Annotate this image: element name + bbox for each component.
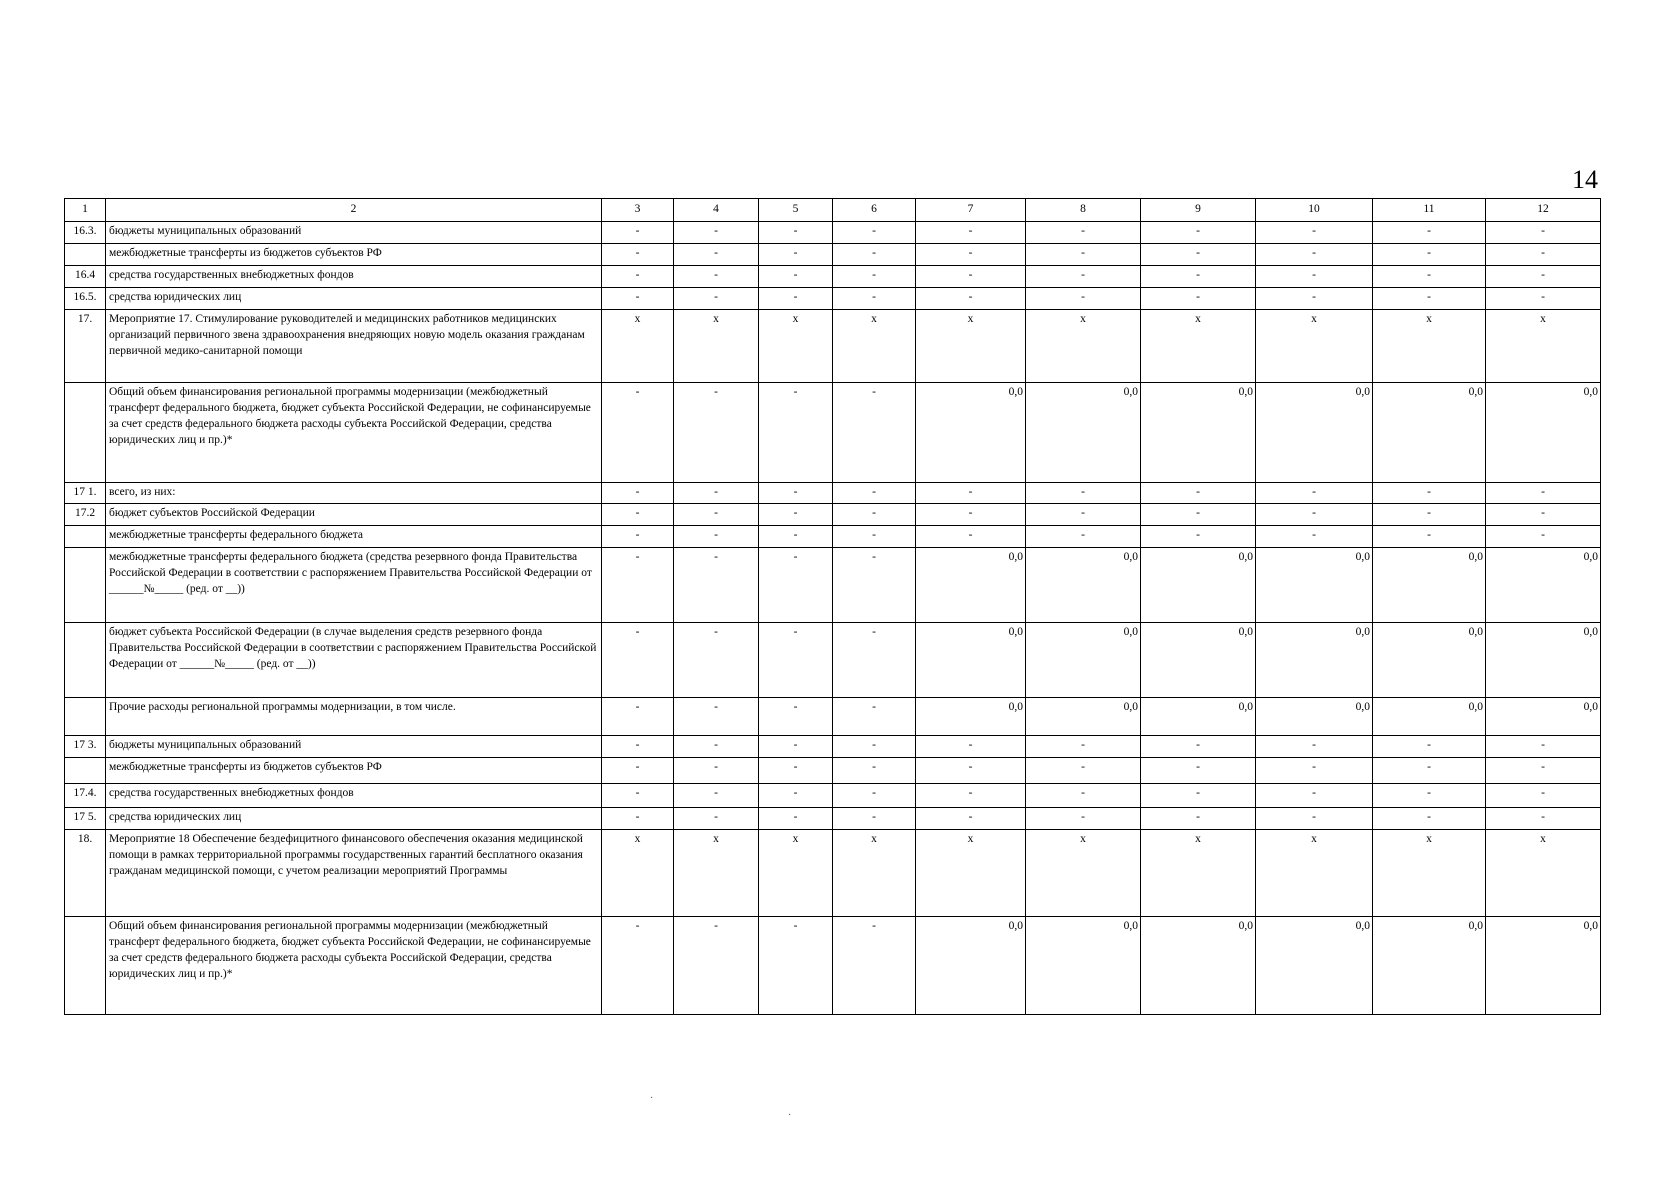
row-description: межбюджетные трансферты федерального бюджета: [106, 526, 602, 548]
value-cell: -: [1256, 244, 1373, 266]
table-row: [65, 758, 1601, 784]
header-cell: 11: [1373, 199, 1486, 222]
value-cell: -: [1141, 266, 1256, 288]
value-cell: -: [602, 383, 674, 483]
value-cell: 0,0: [1026, 548, 1141, 623]
table-row: [65, 808, 1601, 830]
value-cell: 0,0: [1141, 698, 1256, 736]
value-cell: x: [1373, 830, 1486, 917]
row-number: [65, 917, 106, 1015]
row-number: 18.: [65, 830, 106, 917]
value-cell: -: [759, 808, 833, 830]
value-cell: -: [1486, 266, 1601, 288]
value-cell: x: [1486, 310, 1601, 383]
value-cell: -: [1373, 266, 1486, 288]
row-number: [65, 623, 106, 698]
header-cell: 5: [759, 199, 833, 222]
table-row: [65, 784, 1601, 808]
value-cell: -: [602, 784, 674, 808]
value-cell: -: [674, 698, 759, 736]
value-cell: -: [674, 244, 759, 266]
value-cell: x: [759, 830, 833, 917]
value-cell: x: [1026, 310, 1141, 383]
value-cell: -: [1486, 244, 1601, 266]
header-cell: 1: [65, 199, 106, 222]
value-cell: 0,0: [1026, 917, 1141, 1015]
value-cell: -: [759, 526, 833, 548]
value-cell: -: [1373, 526, 1486, 548]
value-cell: 0,0: [1486, 383, 1601, 483]
value-cell: 0,0: [1141, 917, 1256, 1015]
value-cell: 0,0: [1486, 623, 1601, 698]
value-cell: -: [1373, 504, 1486, 526]
value-cell: -: [833, 222, 916, 244]
row-description: бюджет субъекта Российской Федерации (в случае выделения средств резервного фонда Правительства Российской Федерации в соответствии с распоряжением Правительства Российской Федерации от ______№_____ (ред. от __)): [106, 623, 602, 698]
value-cell: 0,0: [1026, 383, 1141, 483]
row-number: [65, 548, 106, 623]
value-cell: -: [674, 758, 759, 784]
table-row: [65, 698, 1601, 736]
row-description: средства юридических лиц: [106, 808, 602, 830]
value-cell: -: [833, 784, 916, 808]
value-cell: -: [833, 758, 916, 784]
value-cell: -: [1373, 758, 1486, 784]
value-cell: x: [833, 310, 916, 383]
value-cell: -: [1256, 266, 1373, 288]
value-cell: -: [674, 483, 759, 504]
row-description: межбюджетные трансферты федерального бюджета (средства резервного фонда Правительства Российской Федерации в соответствии с распоряжением Правительства Российской Федерации от ______№_____ (ред. от __)): [106, 548, 602, 623]
value-cell: -: [916, 288, 1026, 310]
value-cell: -: [1373, 483, 1486, 504]
value-cell: -: [916, 244, 1026, 266]
value-cell: -: [759, 483, 833, 504]
table-row: [65, 288, 1601, 310]
value-cell: -: [916, 266, 1026, 288]
row-number: 17.2: [65, 504, 106, 526]
value-cell: 0,0: [1026, 623, 1141, 698]
value-cell: -: [602, 288, 674, 310]
value-cell: x: [1373, 310, 1486, 383]
value-cell: -: [833, 526, 916, 548]
value-cell: -: [1141, 244, 1256, 266]
value-cell: -: [1141, 736, 1256, 758]
value-cell: -: [1373, 244, 1486, 266]
value-cell: -: [602, 623, 674, 698]
value-cell: -: [674, 383, 759, 483]
row-description: Общий объем финансирования региональной программы модернизации (межбюджетный трансферт федерального бюджета, бюджет субъекта Российской Федерации, не софинансируемые за счет средств федерального бюджета расходы субъекта Российской Федерации, средства юридических лиц и пр.)*: [106, 917, 602, 1015]
value-cell: -: [1486, 808, 1601, 830]
table-row: [65, 383, 1601, 483]
value-cell: -: [1256, 526, 1373, 548]
row-description: всего, из них:: [106, 483, 602, 504]
value-cell: 0,0: [1256, 383, 1373, 483]
value-cell: x: [1256, 830, 1373, 917]
value-cell: -: [1141, 758, 1256, 784]
table-row: [65, 736, 1601, 758]
value-cell: -: [759, 698, 833, 736]
value-cell: 0,0: [1373, 383, 1486, 483]
row-number: [65, 526, 106, 548]
value-cell: x: [1486, 830, 1601, 917]
value-cell: -: [833, 917, 916, 1015]
value-cell: x: [674, 830, 759, 917]
value-cell: -: [1486, 483, 1601, 504]
value-cell: -: [1141, 483, 1256, 504]
row-description: межбюджетные трансферты из бюджетов субъектов РФ: [106, 758, 602, 784]
value-cell: -: [602, 526, 674, 548]
value-cell: -: [833, 288, 916, 310]
value-cell: -: [1373, 222, 1486, 244]
value-cell: -: [759, 784, 833, 808]
value-cell: -: [674, 623, 759, 698]
value-cell: 0,0: [916, 698, 1026, 736]
row-number: 17.: [65, 310, 106, 383]
value-cell: -: [759, 222, 833, 244]
value-cell: -: [1026, 504, 1141, 526]
value-cell: -: [759, 288, 833, 310]
value-cell: -: [1486, 736, 1601, 758]
value-cell: -: [674, 222, 759, 244]
value-cell: -: [1256, 736, 1373, 758]
value-cell: -: [833, 383, 916, 483]
value-cell: -: [1026, 784, 1141, 808]
table-row: [65, 244, 1601, 266]
row-description: средства государственных внебюджетных фондов: [106, 266, 602, 288]
header-cell: 8: [1026, 199, 1141, 222]
row-number: 17 5.: [65, 808, 106, 830]
value-cell: 0,0: [916, 623, 1026, 698]
row-number: 16.5.: [65, 288, 106, 310]
value-cell: -: [1373, 784, 1486, 808]
financing-table: [64, 198, 1601, 1015]
value-cell: -: [602, 548, 674, 623]
value-cell: 0,0: [1373, 548, 1486, 623]
row-description: Прочие расходы региональной программы модернизации, в том числе.: [106, 698, 602, 736]
value-cell: -: [1026, 808, 1141, 830]
value-cell: -: [1486, 504, 1601, 526]
value-cell: -: [1486, 222, 1601, 244]
value-cell: 0,0: [1256, 917, 1373, 1015]
value-cell: -: [916, 526, 1026, 548]
value-cell: x: [1141, 310, 1256, 383]
value-cell: -: [1141, 504, 1256, 526]
table-row: [65, 830, 1601, 917]
value-cell: x: [833, 830, 916, 917]
value-cell: x: [1141, 830, 1256, 917]
value-cell: -: [1256, 784, 1373, 808]
value-cell: -: [833, 504, 916, 526]
row-number: 17 3.: [65, 736, 106, 758]
value-cell: 0,0: [916, 548, 1026, 623]
value-cell: -: [1486, 288, 1601, 310]
value-cell: -: [1026, 758, 1141, 784]
table-row: [65, 623, 1601, 698]
value-cell: 0,0: [1141, 623, 1256, 698]
value-cell: -: [1373, 288, 1486, 310]
value-cell: 0,0: [1486, 917, 1601, 1015]
value-cell: -: [916, 758, 1026, 784]
value-cell: 0,0: [1373, 623, 1486, 698]
row-number: [65, 758, 106, 784]
value-cell: -: [1141, 288, 1256, 310]
value-cell: -: [602, 917, 674, 1015]
value-cell: x: [916, 830, 1026, 917]
value-cell: -: [1373, 808, 1486, 830]
row-number: 17.4.: [65, 784, 106, 808]
value-cell: -: [833, 698, 916, 736]
value-cell: -: [1026, 736, 1141, 758]
value-cell: x: [1026, 830, 1141, 917]
page-number: 14: [1572, 165, 1598, 194]
header-cell: 3: [602, 199, 674, 222]
value-cell: x: [602, 310, 674, 383]
value-cell: -: [602, 504, 674, 526]
header-cell: 4: [674, 199, 759, 222]
value-cell: x: [602, 830, 674, 917]
value-cell: -: [759, 244, 833, 266]
value-cell: -: [674, 548, 759, 623]
table-row: [65, 266, 1601, 288]
value-cell: -: [674, 784, 759, 808]
value-cell: 0,0: [1026, 698, 1141, 736]
value-cell: -: [833, 808, 916, 830]
value-cell: -: [1026, 266, 1141, 288]
row-description: Общий объем финансирования региональной программы модернизации (межбюджетный трансферт федерального бюджета, бюджет субъекта Российской Федерации, не софинансируемые за счет средств федерального бюджета расходы субъекта Российской Федерации, средства юридических лиц и пр.)*: [106, 383, 602, 483]
value-cell: 0,0: [1256, 548, 1373, 623]
value-cell: -: [759, 736, 833, 758]
row-description: бюджеты муниципальных образований: [106, 736, 602, 758]
value-cell: -: [1486, 758, 1601, 784]
value-cell: -: [1256, 483, 1373, 504]
value-cell: -: [833, 244, 916, 266]
value-cell: 0,0: [1256, 698, 1373, 736]
value-cell: -: [916, 504, 1026, 526]
value-cell: -: [1026, 526, 1141, 548]
value-cell: 0,0: [1141, 383, 1256, 483]
value-cell: -: [1141, 222, 1256, 244]
value-cell: 0,0: [1486, 698, 1601, 736]
table-row: [65, 504, 1601, 526]
value-cell: -: [1256, 222, 1373, 244]
value-cell: -: [674, 736, 759, 758]
value-cell: -: [833, 623, 916, 698]
row-number: 16.3.: [65, 222, 106, 244]
value-cell: -: [833, 736, 916, 758]
value-cell: -: [674, 504, 759, 526]
value-cell: 0,0: [1373, 698, 1486, 736]
row-number: [65, 383, 106, 483]
value-cell: -: [674, 288, 759, 310]
value-cell: -: [759, 266, 833, 288]
value-cell: -: [759, 504, 833, 526]
row-description: бюджет субъектов Российской Федерации: [106, 504, 602, 526]
value-cell: 0,0: [916, 917, 1026, 1015]
value-cell: -: [602, 266, 674, 288]
value-cell: -: [602, 698, 674, 736]
value-cell: x: [759, 310, 833, 383]
value-cell: -: [1373, 736, 1486, 758]
value-cell: -: [916, 222, 1026, 244]
row-description: межбюджетные трансферты из бюджетов субъектов РФ: [106, 244, 602, 266]
value-cell: -: [1486, 784, 1601, 808]
column-number-header: [65, 199, 1601, 222]
value-cell: 0,0: [1486, 548, 1601, 623]
value-cell: -: [916, 784, 1026, 808]
value-cell: -: [1026, 222, 1141, 244]
value-cell: -: [916, 736, 1026, 758]
value-cell: -: [759, 383, 833, 483]
value-cell: -: [602, 222, 674, 244]
value-cell: -: [1141, 784, 1256, 808]
value-cell: -: [759, 917, 833, 1015]
table-row: [65, 310, 1601, 383]
header-cell: 2: [106, 199, 602, 222]
value-cell: -: [1026, 483, 1141, 504]
value-cell: -: [833, 548, 916, 623]
value-cell: -: [602, 483, 674, 504]
header-cell: 7: [916, 199, 1026, 222]
value-cell: -: [602, 244, 674, 266]
table-row: [65, 548, 1601, 623]
value-cell: x: [674, 310, 759, 383]
value-cell: -: [1026, 288, 1141, 310]
header-cell: 9: [1141, 199, 1256, 222]
table-body: [65, 199, 1601, 1015]
value-cell: x: [1256, 310, 1373, 383]
value-cell: -: [916, 808, 1026, 830]
value-cell: -: [1256, 758, 1373, 784]
table-row: [65, 526, 1601, 548]
value-cell: -: [759, 623, 833, 698]
row-number: 17 1.: [65, 483, 106, 504]
value-cell: -: [674, 917, 759, 1015]
table-row: [65, 483, 1601, 504]
value-cell: -: [916, 483, 1026, 504]
value-cell: -: [833, 483, 916, 504]
table-row: [65, 917, 1601, 1015]
value-cell: -: [1256, 288, 1373, 310]
value-cell: 0,0: [1256, 623, 1373, 698]
value-cell: -: [833, 266, 916, 288]
value-cell: 0,0: [1373, 917, 1486, 1015]
value-cell: x: [916, 310, 1026, 383]
value-cell: -: [674, 266, 759, 288]
value-cell: -: [1141, 526, 1256, 548]
row-number: 16.4: [65, 266, 106, 288]
value-cell: -: [602, 808, 674, 830]
value-cell: -: [1256, 504, 1373, 526]
header-cell: 10: [1256, 199, 1373, 222]
row-description: бюджеты муниципальных образований: [106, 222, 602, 244]
row-number: [65, 698, 106, 736]
row-description: Мероприятие 17. Стимулирование руководителей и медицинских работников медицинских организаций первичного звена здравоохранения внедряющих новую модель оказания гражданам первичной медико-санитарной помощи: [106, 310, 602, 383]
value-cell: -: [1256, 808, 1373, 830]
value-cell: 0,0: [1141, 548, 1256, 623]
header-cell: 12: [1486, 199, 1601, 222]
value-cell: -: [1141, 808, 1256, 830]
row-description: средства государственных внебюджетных фондов: [106, 784, 602, 808]
value-cell: -: [1486, 526, 1601, 548]
row-number: [65, 244, 106, 266]
value-cell: -: [759, 548, 833, 623]
value-cell: -: [602, 758, 674, 784]
value-cell: -: [759, 758, 833, 784]
value-cell: 0,0: [916, 383, 1026, 483]
row-description: средства юридических лиц: [106, 288, 602, 310]
value-cell: -: [1026, 244, 1141, 266]
header-cell: 6: [833, 199, 916, 222]
table-row: [65, 222, 1601, 244]
value-cell: -: [674, 526, 759, 548]
row-description: Мероприятие 18 Обеспечение бездефицитного финансового обеспечения оказания медицинской помощи в рамках территориальной программы государственных гарантий бесплатного оказания гражданам медицинской помощи, с учетом реализации мероприятий Программы: [106, 830, 602, 917]
value-cell: -: [602, 736, 674, 758]
value-cell: -: [674, 808, 759, 830]
